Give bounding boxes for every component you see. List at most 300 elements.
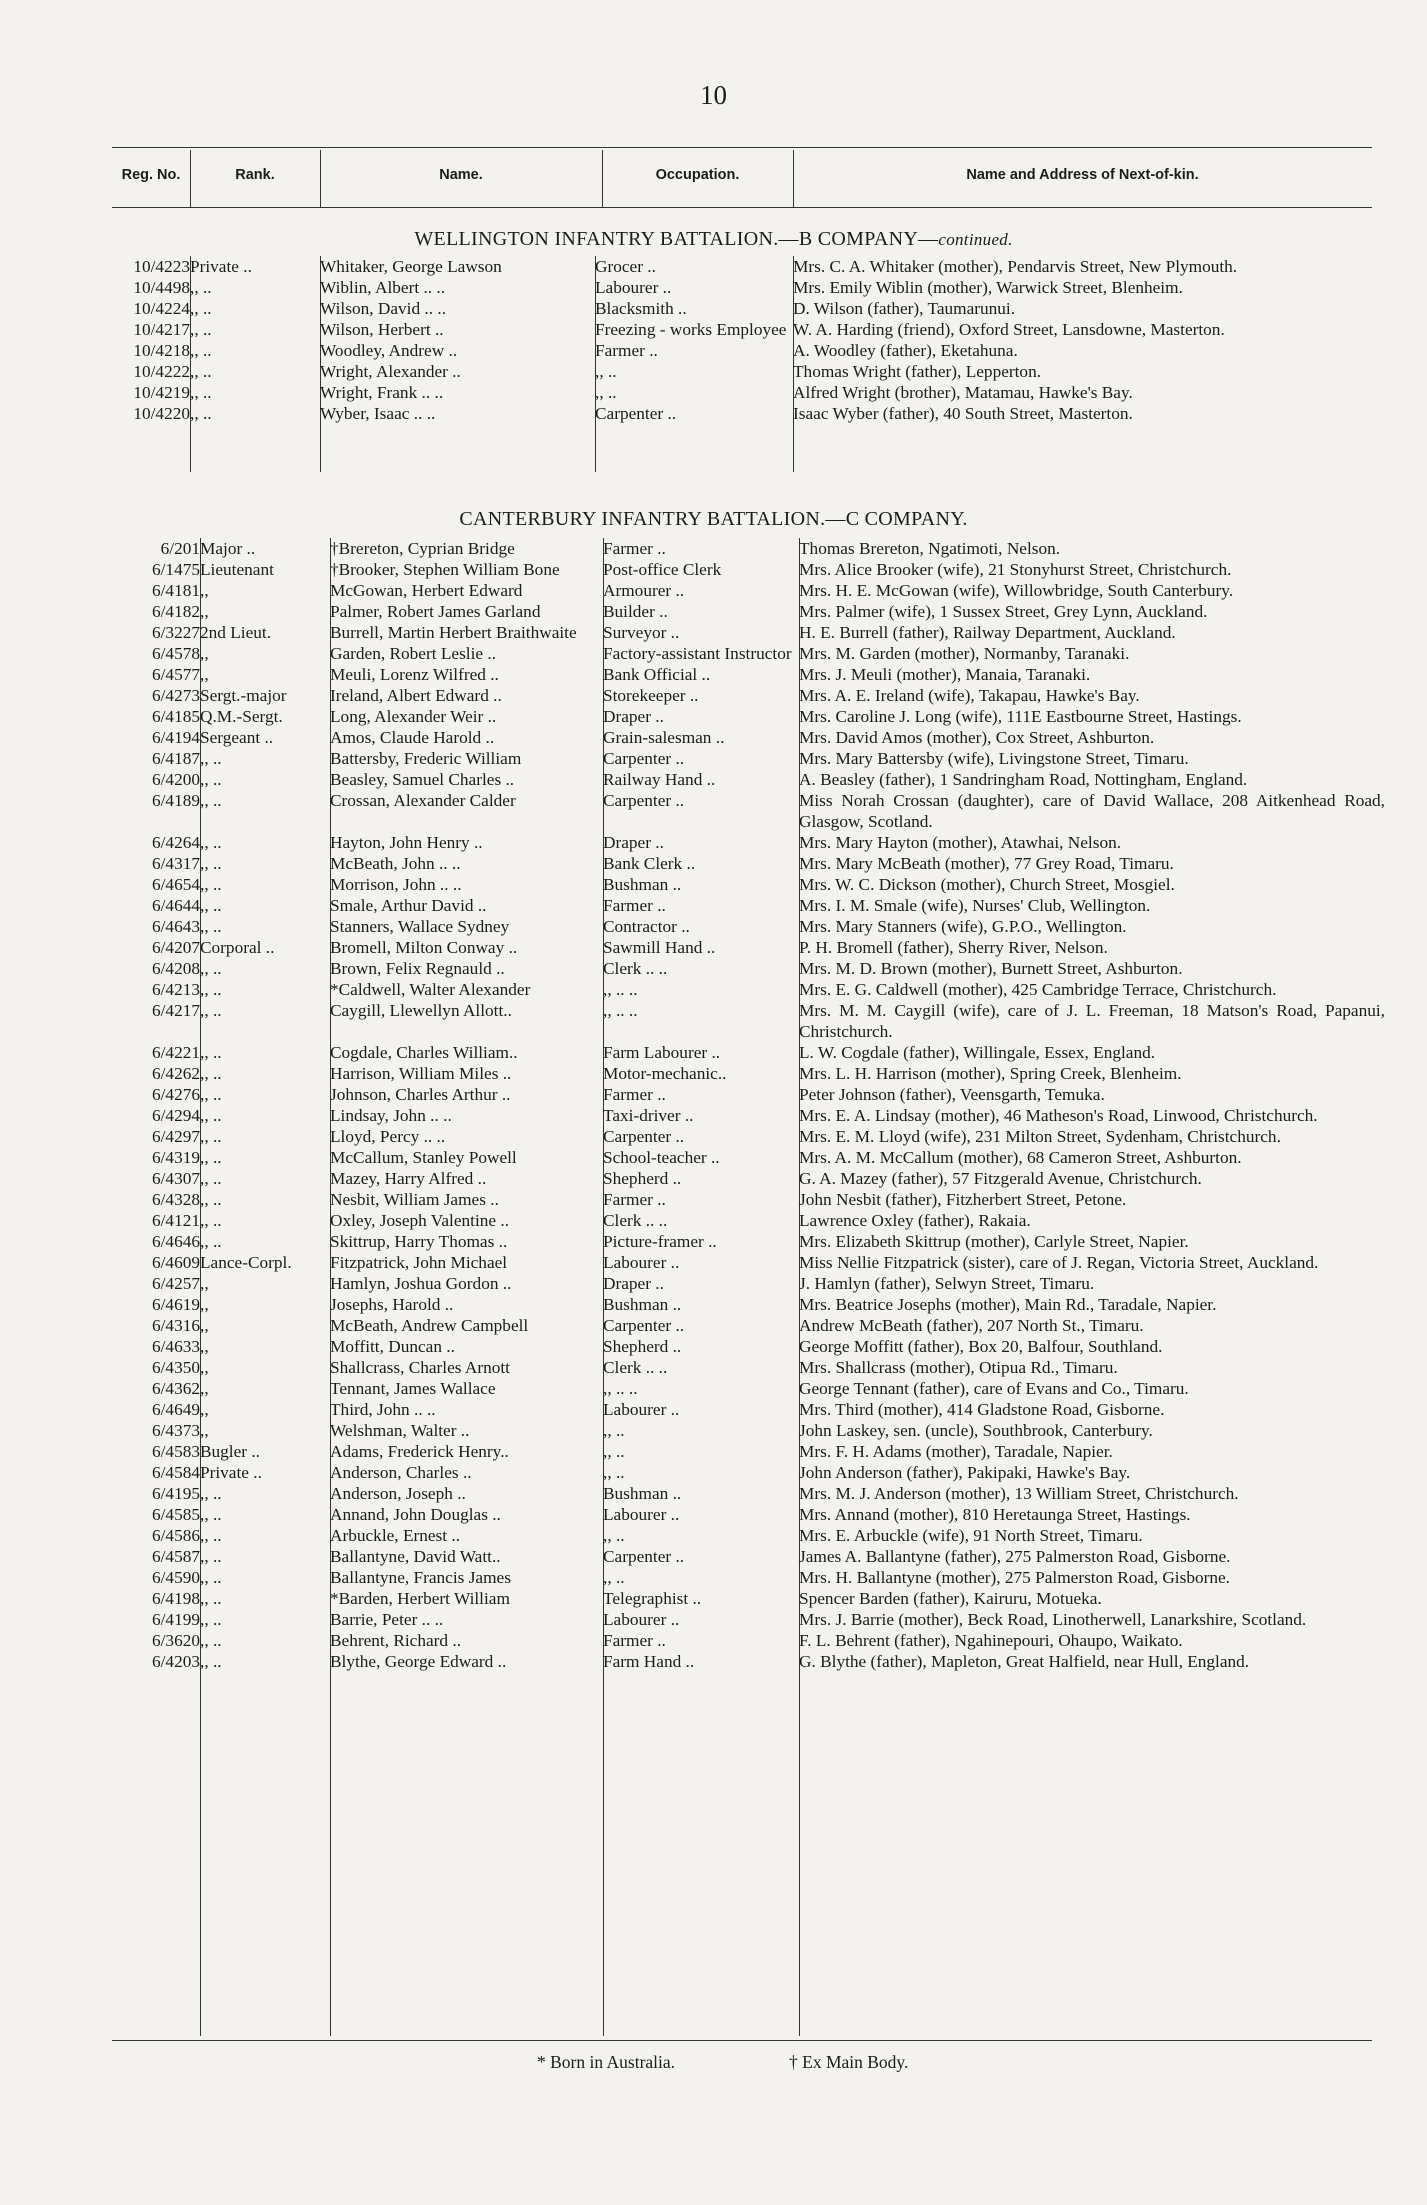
next-of-kin-cell: Mrs. J. Barrie (mother), Beck Road, Linotherwell, Lanarkshire, Scotland. <box>799 1610 1307 1629</box>
next-of-kin-cell: Spencer Barden (father), Kairuru, Motueka. <box>799 1589 1102 1608</box>
table-row <box>80 1084 1385 1105</box>
name-cell: Lloyd, Percy .. .. <box>330 1127 446 1146</box>
occupation-cell: Bank Clerk .. <box>603 854 696 873</box>
next-of-kin-cell: Mrs. Shallcrass (mother), Otipua Rd., Timaru. <box>799 1358 1118 1377</box>
next-of-kin-cell: H. E. Burrell (father), Railway Department, Auckland. <box>799 623 1176 642</box>
rank-cell: Major .. <box>200 539 256 558</box>
reg-no-cell: 6/4257 <box>151 1274 200 1293</box>
reg-no-cell: 6/4583 <box>151 1442 200 1461</box>
occupation-cell: Draper .. <box>603 1274 664 1293</box>
table-row <box>80 1000 1385 1042</box>
next-of-kin-cell: Mrs. A. M. McCallum (mother), 68 Cameron Street, Ashburton. <box>799 1148 1242 1167</box>
table-row <box>80 382 1385 403</box>
occupation-cell: Grocer .. <box>595 257 656 276</box>
next-of-kin-cell: Mrs. W. C. Dickson (mother), Church Street, Mosgiel. <box>799 875 1175 894</box>
next-of-kin-cell: John Anderson (father), Pakipaki, Hawke's Bay. <box>799 1463 1131 1482</box>
footnote-ex-main-body: † Ex Main Body. <box>789 2052 909 2072</box>
next-of-kin-cell: Mrs. H. Ballantyne (mother), 275 Palmerston Road, Gisborne. <box>799 1568 1231 1587</box>
rank-cell: ,, .. <box>190 320 212 339</box>
reg-no-cell: 6/4221 <box>151 1043 200 1062</box>
occupation-cell: Post-office Clerk <box>603 560 722 579</box>
table-row <box>80 361 1385 382</box>
occupation-cell: ,, .. <box>595 383 617 402</box>
reg-no-cell: 6/4187 <box>151 749 200 768</box>
rank-cell: ,, <box>200 1295 209 1314</box>
rank-cell: Bugler .. <box>200 1442 260 1461</box>
name-cell: *Caldwell, Walter Alexander <box>330 980 531 999</box>
rank-cell: ,, .. <box>200 1169 222 1188</box>
name-cell: Cogdale, Charles William.. <box>330 1043 518 1062</box>
name-cell: Stanners, Wallace Sydney <box>330 917 510 936</box>
next-of-kin-cell: Mrs. Annand (mother), 810 Heretaunga Street, Hastings. <box>799 1505 1191 1524</box>
next-of-kin-cell: G. Blythe (father), Mapleton, Great Halfield, near Hull, England. <box>799 1652 1250 1671</box>
table-row <box>80 403 1385 424</box>
name-cell: Tennant, James Wallace <box>330 1379 496 1398</box>
name-cell: Battersby, Frederic William <box>330 749 522 768</box>
reg-no-cell: 6/3227 <box>151 623 200 642</box>
next-of-kin-cell: A. Woodley (father), Eketahuna. <box>793 341 1018 360</box>
rank-cell: ,, <box>200 1358 209 1377</box>
reg-no-cell: 6/4654 <box>151 875 200 894</box>
occupation-cell: Draper .. <box>603 833 664 852</box>
table-row <box>80 706 1385 727</box>
rank-cell: ,, .. <box>190 383 212 402</box>
next-of-kin-cell: Mrs. C. A. Whitaker (mother), Pendarvis Street, New Plymouth. <box>793 257 1238 276</box>
next-of-kin-cell: Mrs. E. M. Lloyd (wife), 231 Milton Street, Sydenham, Christchurch. <box>799 1127 1281 1146</box>
rank-cell: 2nd Lieut. <box>200 623 272 642</box>
occupation-cell: Telegraphist .. <box>603 1589 702 1608</box>
reg-no-cell: 6/201 <box>160 539 200 558</box>
reg-no-cell: 6/4319 <box>151 1148 200 1167</box>
rank-cell: ,, .. <box>190 299 212 318</box>
occupation-cell: Farm Hand .. <box>603 1652 695 1671</box>
rank-cell: ,, <box>200 1421 209 1440</box>
reg-no-cell: 6/4316 <box>151 1316 200 1335</box>
next-of-kin-cell: Alfred Wright (brother), Matamau, Hawke's Bay. <box>793 383 1133 402</box>
section-title-text: CANTERBURY INFANTRY BATTALION.—C COMPANY. <box>459 508 968 530</box>
reg-no-cell: 6/4200 <box>151 770 200 789</box>
reg-no-cell: 6/4307 <box>151 1169 200 1188</box>
occupation-cell: Labourer .. <box>603 1610 680 1629</box>
table-row <box>80 685 1385 706</box>
reg-no-cell: 6/4185 <box>151 707 200 726</box>
reg-no-cell: 10/4223 <box>133 257 190 276</box>
table-row <box>80 1588 1385 1609</box>
rank-cell: ,, .. <box>200 749 222 768</box>
next-of-kin-cell: Mrs. M. J. Anderson (mother), 13 William Street, Christchurch. <box>799 1484 1239 1503</box>
next-of-kin-cell: Mrs. F. H. Adams (mother), Taradale, Napier. <box>799 1442 1113 1461</box>
reg-no-cell: 6/4649 <box>151 1400 200 1419</box>
rank-cell: ,, .. <box>200 854 222 873</box>
next-of-kin-cell: Mrs. E. A. Lindsay (mother), 46 Matheson's Road, Linwood, Christchurch. <box>799 1106 1318 1125</box>
occupation-cell: ,, .. <box>603 1526 625 1545</box>
table-row <box>80 538 1385 559</box>
reg-no-cell: 6/4644 <box>151 896 200 915</box>
occupation-cell: Contractor .. <box>603 917 690 936</box>
occupation-cell: Shepherd .. <box>603 1337 682 1356</box>
occupation-cell: Labourer .. <box>595 278 672 297</box>
next-of-kin-cell: Mrs. Mary Battersby (wife), Livingstone Street, Timaru. <box>799 749 1189 768</box>
name-cell: Skittrup, Harry Thomas .. <box>330 1232 508 1251</box>
name-cell: Adams, Frederick Henry.. <box>330 1442 509 1461</box>
next-of-kin-cell: Peter Johnson (father), Veensgarth, Temuka. <box>799 1085 1105 1104</box>
next-of-kin-cell: Mrs. H. E. McGowan (wife), Willowbridge, South Canterbury. <box>799 581 1234 600</box>
reg-no-cell: 6/4276 <box>151 1085 200 1104</box>
reg-no-cell: 10/4498 <box>133 278 190 297</box>
rank-cell: Corporal .. <box>200 938 275 957</box>
table-row <box>80 979 1385 1000</box>
rank-cell: ,, .. <box>200 1064 222 1083</box>
rank-cell: Private .. <box>200 1463 262 1482</box>
reg-no-cell: 6/4203 <box>151 1652 200 1671</box>
reg-no-cell: 6/4262 <box>151 1064 200 1083</box>
reg-no-cell: 10/4217 <box>133 320 190 339</box>
occupation-cell: Storekeeper .. <box>603 686 699 705</box>
occupation-cell: Blacksmith .. <box>595 299 687 318</box>
occupation-cell: Clerk .. .. <box>603 1211 668 1230</box>
name-cell: Blythe, George Edward .. <box>330 1652 507 1671</box>
rank-cell: Sergeant .. <box>200 728 274 747</box>
rank-cell: ,, .. <box>200 1526 222 1545</box>
name-cell: Ireland, Albert Edward .. <box>330 686 502 705</box>
table-row <box>80 1231 1385 1252</box>
next-of-kin-cell: Mrs. Mary Hayton (mother), Atawhai, Nelson. <box>799 833 1122 852</box>
occupation-cell: Taxi-driver .. <box>603 1106 694 1125</box>
table-row <box>80 1168 1385 1189</box>
name-cell: Hayton, John Henry .. <box>330 833 483 852</box>
rank-cell: ,, .. <box>200 770 222 789</box>
reg-no-cell: 6/1475 <box>151 560 200 579</box>
next-of-kin-cell: Mrs. A. E. Ireland (wife), Takapau, Hawke's Bay. <box>799 686 1140 705</box>
rank-cell: ,, <box>200 1316 209 1335</box>
name-cell: †Brooker, Stephen William Bone <box>330 560 560 579</box>
occupation-cell: Carpenter .. <box>603 1316 685 1335</box>
reg-no-cell: 6/4373 <box>151 1421 200 1440</box>
reg-no-cell: 6/4208 <box>151 959 200 978</box>
rank-cell: ,, .. <box>200 1001 222 1020</box>
reg-no-cell: 6/4587 <box>151 1547 200 1566</box>
table-row <box>80 1462 1385 1483</box>
header-name: Name. <box>439 167 483 183</box>
name-cell: Third, John .. .. <box>330 1400 436 1419</box>
reg-no-cell: 6/4198 <box>151 1589 200 1608</box>
name-cell: Garden, Robert Leslie .. <box>330 644 497 663</box>
table-row <box>80 1420 1385 1441</box>
next-of-kin-cell: Miss Norah Crossan (daughter), care of David Wallace, 208 Aitkenhead Road, Glasgow, Scotland. <box>799 791 1385 831</box>
occupation-cell: Picture-framer .. <box>603 1232 717 1251</box>
rank-cell: ,, .. <box>190 278 212 297</box>
rank-cell: ,, .. <box>200 1106 222 1125</box>
table-row <box>80 1063 1385 1084</box>
rank-cell: ,, .. <box>200 1484 222 1503</box>
reg-no-cell: 6/4350 <box>151 1358 200 1377</box>
footnote-born-australia: * Born in Australia. <box>537 2052 676 2072</box>
rank-cell: ,, .. <box>200 1211 222 1230</box>
occupation-cell: Carpenter .. <box>603 1127 685 1146</box>
section-title-italic: continued. <box>938 230 1013 249</box>
rank-cell: Lieutenant <box>200 560 274 579</box>
rank-cell: ,, .. <box>200 896 222 915</box>
occupation-cell: ,, .. <box>603 1442 625 1461</box>
table-row <box>80 916 1385 937</box>
reg-no-cell: 6/4182 <box>151 602 200 621</box>
reg-no-cell: 10/4218 <box>133 341 190 360</box>
occupation-cell: Builder .. <box>603 602 668 621</box>
name-cell: Bromell, Milton Conway .. <box>330 938 518 957</box>
name-cell: Harrison, William Miles .. <box>330 1064 512 1083</box>
name-cell: McBeath, Andrew Campbell <box>330 1316 529 1335</box>
name-cell: Wright, Frank .. .. <box>320 383 444 402</box>
table-row <box>80 601 1385 622</box>
next-of-kin-cell: Mrs. Emily Wiblin (mother), Warwick Street, Blenheim. <box>793 278 1183 297</box>
occupation-cell: Factory-assistant Instructor <box>603 644 792 663</box>
table-row <box>80 1357 1385 1378</box>
table-row <box>80 1378 1385 1399</box>
reg-no-cell: 6/4195 <box>151 1484 200 1503</box>
reg-no-cell: 6/4207 <box>151 938 200 957</box>
reg-no-cell: 6/4328 <box>151 1190 200 1209</box>
name-cell: Wilson, David .. .. <box>320 299 447 318</box>
name-cell: Ballantyne, Francis James <box>330 1568 511 1587</box>
occupation-cell: Bank Official .. <box>603 665 711 684</box>
name-cell: Long, Alexander Weir .. <box>330 707 497 726</box>
next-of-kin-cell: Mrs. Elizabeth Skittrup (mother), Carlyle Street, Napier. <box>799 1232 1189 1251</box>
header-occupation: Occupation. <box>655 167 740 183</box>
header-next-of-kin: Name and Address of Next-of-kin. <box>966 167 1199 183</box>
table-row <box>80 1189 1385 1210</box>
name-cell: McCallum, Stanley Powell <box>330 1148 517 1167</box>
name-cell: Josephs, Harold .. <box>330 1295 454 1314</box>
occupation-cell: Draper .. <box>603 707 664 726</box>
rank-cell: ,, .. <box>200 1148 222 1167</box>
occupation-cell: Labourer .. <box>603 1505 680 1524</box>
table-row <box>80 1315 1385 1336</box>
table-row <box>80 340 1385 361</box>
reg-no-cell: 6/4646 <box>151 1232 200 1251</box>
name-cell: Caygill, Llewellyn Allott.. <box>330 1001 512 1020</box>
occupation-cell: Bushman .. <box>603 875 682 894</box>
next-of-kin-cell: P. H. Bromell (father), Sherry River, Nelson. <box>799 938 1108 957</box>
name-cell: Fitzpatrick, John Michael <box>330 1253 508 1272</box>
reg-no-cell: 10/4222 <box>133 362 190 381</box>
occupation-cell: Bushman .. <box>603 1484 682 1503</box>
next-of-kin-cell: George Moffitt (father), Box 20, Balfour, Southland. <box>799 1337 1163 1356</box>
occupation-cell: School-teacher .. <box>603 1148 720 1167</box>
name-cell: Mazey, Harry Alfred .. <box>330 1169 487 1188</box>
next-of-kin-cell: John Laskey, sen. (uncle), Southbrook, Canterbury. <box>799 1421 1153 1440</box>
rank-cell: ,, .. <box>200 1547 222 1566</box>
occupation-cell: ,, .. <box>595 362 617 381</box>
table-row <box>80 1336 1385 1357</box>
table-row <box>80 1525 1385 1546</box>
name-cell: Smale, Arthur David .. <box>330 896 487 915</box>
next-of-kin-cell: W. A. Harding (friend), Oxford Street, Lansdowne, Masterton. <box>793 320 1225 339</box>
rank-cell: ,, <box>200 1400 209 1419</box>
table-row <box>80 1546 1385 1567</box>
rank-cell: ,, .. <box>200 1610 222 1629</box>
reg-no-cell: 6/4643 <box>151 917 200 936</box>
rank-cell: ,, .. <box>200 1085 222 1104</box>
next-of-kin-cell: L. W. Cogdale (father), Willingale, Essex, England. <box>799 1043 1156 1062</box>
name-cell: Wyber, Isaac .. .. <box>320 404 436 423</box>
occupation-cell: Carpenter .. <box>603 1547 685 1566</box>
name-cell: Anderson, Joseph .. <box>330 1484 466 1503</box>
name-cell: Burrell, Martin Herbert Braithwaite <box>330 623 577 642</box>
name-cell: Johnson, Charles Arthur .. <box>330 1085 511 1104</box>
next-of-kin-cell: Mrs. M. M. Caygill (wife), care of J. L. Freeman, 18 Matson's Road, Papanui, Christchurch. <box>799 1001 1385 1041</box>
canterbury-table <box>80 538 1385 1672</box>
occupation-cell: Grain-salesman .. <box>603 728 725 747</box>
rank-cell: ,, .. <box>200 1127 222 1146</box>
footer-rule <box>112 2040 1372 2041</box>
table-row <box>80 1294 1385 1315</box>
occupation-cell: Carpenter .. <box>603 791 685 810</box>
name-cell: Anderson, Charles .. <box>330 1463 472 1482</box>
next-of-kin-cell: James A. Ballantyne (father), 275 Palmerston Road, Gisborne. <box>799 1547 1231 1566</box>
occupation-cell: ,, .. <box>603 1421 625 1440</box>
rank-cell: ,, .. <box>200 1190 222 1209</box>
rank-cell: ,, .. <box>200 1232 222 1251</box>
rank-cell: ,, <box>200 644 209 663</box>
table-row <box>80 580 1385 601</box>
name-cell: Brown, Felix Regnauld .. <box>330 959 505 978</box>
name-cell: Amos, Claude Harold .. <box>330 728 495 747</box>
name-cell: Crossan, Alexander Calder <box>330 791 516 810</box>
occupation-cell: Motor-mechanic.. <box>603 1064 727 1083</box>
rank-cell: Sergt.-major <box>200 686 287 705</box>
table-row <box>80 643 1385 664</box>
table-row <box>80 1651 1385 1672</box>
occupation-cell: Clerk .. .. <box>603 1358 668 1377</box>
occupation-cell: Farmer .. <box>603 1631 666 1650</box>
occupation-cell: Freezing - works Employee <box>595 320 787 339</box>
table-row <box>80 1567 1385 1588</box>
next-of-kin-cell: Isaac Wyber (father), 40 South Street, Masterton. <box>793 404 1133 423</box>
next-of-kin-cell: Lawrence Oxley (father), Rakaia. <box>799 1211 1031 1230</box>
name-cell: Meuli, Lorenz Wilfred .. <box>330 665 499 684</box>
next-of-kin-cell: Mrs. Beatrice Josephs (mother), Main Rd., Taradale, Napier. <box>799 1295 1217 1314</box>
name-cell: Beasley, Samuel Charles .. <box>330 770 515 789</box>
table-row <box>80 1273 1385 1294</box>
next-of-kin-cell: Mrs. M. D. Brown (mother), Burnett Street, Ashburton. <box>799 959 1183 978</box>
rank-cell: ,, .. <box>200 1631 222 1650</box>
section-title-canterbury <box>0 508 1427 531</box>
rank-cell: ,, <box>200 1274 209 1293</box>
next-of-kin-cell: Mrs. J. Meuli (mother), Manaia, Taranaki. <box>799 665 1091 684</box>
rank-cell: Private .. <box>190 257 252 276</box>
reg-no-cell: 6/4181 <box>151 581 200 600</box>
rank-cell: ,, .. <box>200 1568 222 1587</box>
occupation-cell: Carpenter .. <box>603 749 685 768</box>
rank-cell: ,, .. <box>200 1652 222 1671</box>
occupation-cell: Labourer .. <box>603 1253 680 1272</box>
occupation-cell: Railway Hand .. <box>603 770 716 789</box>
reg-no-cell: 6/4213 <box>151 980 200 999</box>
rank-cell: Lance-Corpl. <box>200 1253 292 1272</box>
reg-no-cell: 10/4220 <box>133 404 190 423</box>
next-of-kin-cell: Miss Nellie Fitzpatrick (sister), care of J. Regan, Victoria Street, Auckland. <box>799 1253 1319 1272</box>
reg-no-cell: 6/4577 <box>151 665 200 684</box>
occupation-cell: Armourer .. <box>603 581 685 600</box>
rank-cell: ,, .. <box>200 875 222 894</box>
next-of-kin-cell: F. L. Behrent (father), Ngahinepouri, Ohaupo, Waikato. <box>799 1631 1183 1650</box>
rank-cell: ,, .. <box>200 917 222 936</box>
reg-no-cell: 6/4578 <box>151 644 200 663</box>
next-of-kin-cell: Thomas Wright (father), Lepperton. <box>793 362 1042 381</box>
table-row <box>80 853 1385 874</box>
rank-cell: ,, .. <box>200 833 222 852</box>
reg-no-cell: 6/4199 <box>151 1610 200 1629</box>
rank-cell: ,, <box>200 581 209 600</box>
table-row <box>80 1147 1385 1168</box>
occupation-cell: Clerk .. .. <box>603 959 668 978</box>
rank-cell: ,, .. <box>200 1043 222 1062</box>
name-cell: Oxley, Joseph Valentine .. <box>330 1211 510 1230</box>
reg-no-cell: 6/4590 <box>151 1568 200 1587</box>
next-of-kin-cell: Mrs. I. M. Smale (wife), Nurses' Club, Wellington. <box>799 896 1151 915</box>
name-cell: Behrent, Richard .. <box>330 1631 462 1650</box>
name-cell: Welshman, Walter .. <box>330 1421 470 1440</box>
occupation-cell: ,, .. <box>603 1463 625 1482</box>
next-of-kin-cell: Mrs. Mary Stanners (wife), G.P.O., Wellington. <box>799 917 1127 936</box>
occupation-cell: ,, .. .. <box>603 1379 638 1398</box>
wellington-table <box>80 256 1385 424</box>
page-number: 10 <box>700 80 727 110</box>
next-of-kin-cell: Mrs. E. G. Caldwell (mother), 425 Cambridge Terrace, Christchurch. <box>799 980 1277 999</box>
occupation-cell: Carpenter .. <box>595 404 677 423</box>
next-of-kin-cell: Mrs. Caroline J. Long (wife), 111E Eastbourne Street, Hastings. <box>799 707 1242 726</box>
reg-no-cell: 6/4585 <box>151 1505 200 1524</box>
next-of-kin-cell: Mrs. E. Arbuckle (wife), 91 North Street, Timaru. <box>799 1526 1143 1545</box>
next-of-kin-cell: Mrs. Third (mother), 414 Gladstone Road, Gisborne. <box>799 1400 1165 1419</box>
name-cell: Hamlyn, Joshua Gordon .. <box>330 1274 512 1293</box>
reg-no-cell: 6/3620 <box>151 1631 200 1650</box>
reg-no-cell: 6/4194 <box>151 728 200 747</box>
next-of-kin-cell: George Tennant (father), care of Evans and Co., Timaru. <box>799 1379 1189 1398</box>
name-cell: Arbuckle, Ernest .. <box>330 1526 461 1545</box>
reg-no-cell: 10/4224 <box>133 299 190 318</box>
next-of-kin-cell: John Nesbit (father), Fitzherbert Street, Petone. <box>799 1190 1127 1209</box>
table-row <box>80 832 1385 853</box>
table-row <box>80 319 1385 340</box>
occupation-cell: Farm Labourer .. <box>603 1043 721 1062</box>
next-of-kin-cell: Mrs. M. Garden (mother), Normanby, Taranaki. <box>799 644 1130 663</box>
next-of-kin-cell: Mrs. Mary McBeath (mother), 77 Grey Road, Timaru. <box>799 854 1174 873</box>
table-row <box>80 298 1385 319</box>
occupation-cell: Farmer .. <box>595 341 658 360</box>
occupation-cell: Surveyor .. <box>603 623 680 642</box>
header-reg-no: Reg. No. <box>121 167 181 183</box>
table-row <box>80 1042 1385 1063</box>
rank-cell: ,, .. <box>190 404 212 423</box>
header-top-rule <box>112 147 1372 148</box>
table-row <box>80 895 1385 916</box>
name-cell: Ballantyne, David Watt.. <box>330 1547 501 1566</box>
name-cell: Morrison, John .. .. <box>330 875 462 894</box>
reg-no-cell: 6/4264 <box>151 833 200 852</box>
table-row <box>80 1399 1385 1420</box>
next-of-kin-cell: Mrs. David Amos (mother), Cox Street, Ashburton. <box>799 728 1155 747</box>
next-of-kin-cell: Mrs. L. H. Harrison (mother), Spring Creek, Blenheim. <box>799 1064 1182 1083</box>
table-row <box>80 622 1385 643</box>
header-rank: Rank. <box>235 167 275 183</box>
rank-cell: Q.M.-Sergt. <box>200 707 283 726</box>
occupation-cell: Bushman .. <box>603 1295 682 1314</box>
name-cell: Annand, John Douglas .. <box>330 1505 501 1524</box>
occupation-cell: ,, .. <box>603 1568 625 1587</box>
name-cell: Nesbit, William James .. <box>330 1190 499 1209</box>
rank-cell: ,, .. <box>200 959 222 978</box>
